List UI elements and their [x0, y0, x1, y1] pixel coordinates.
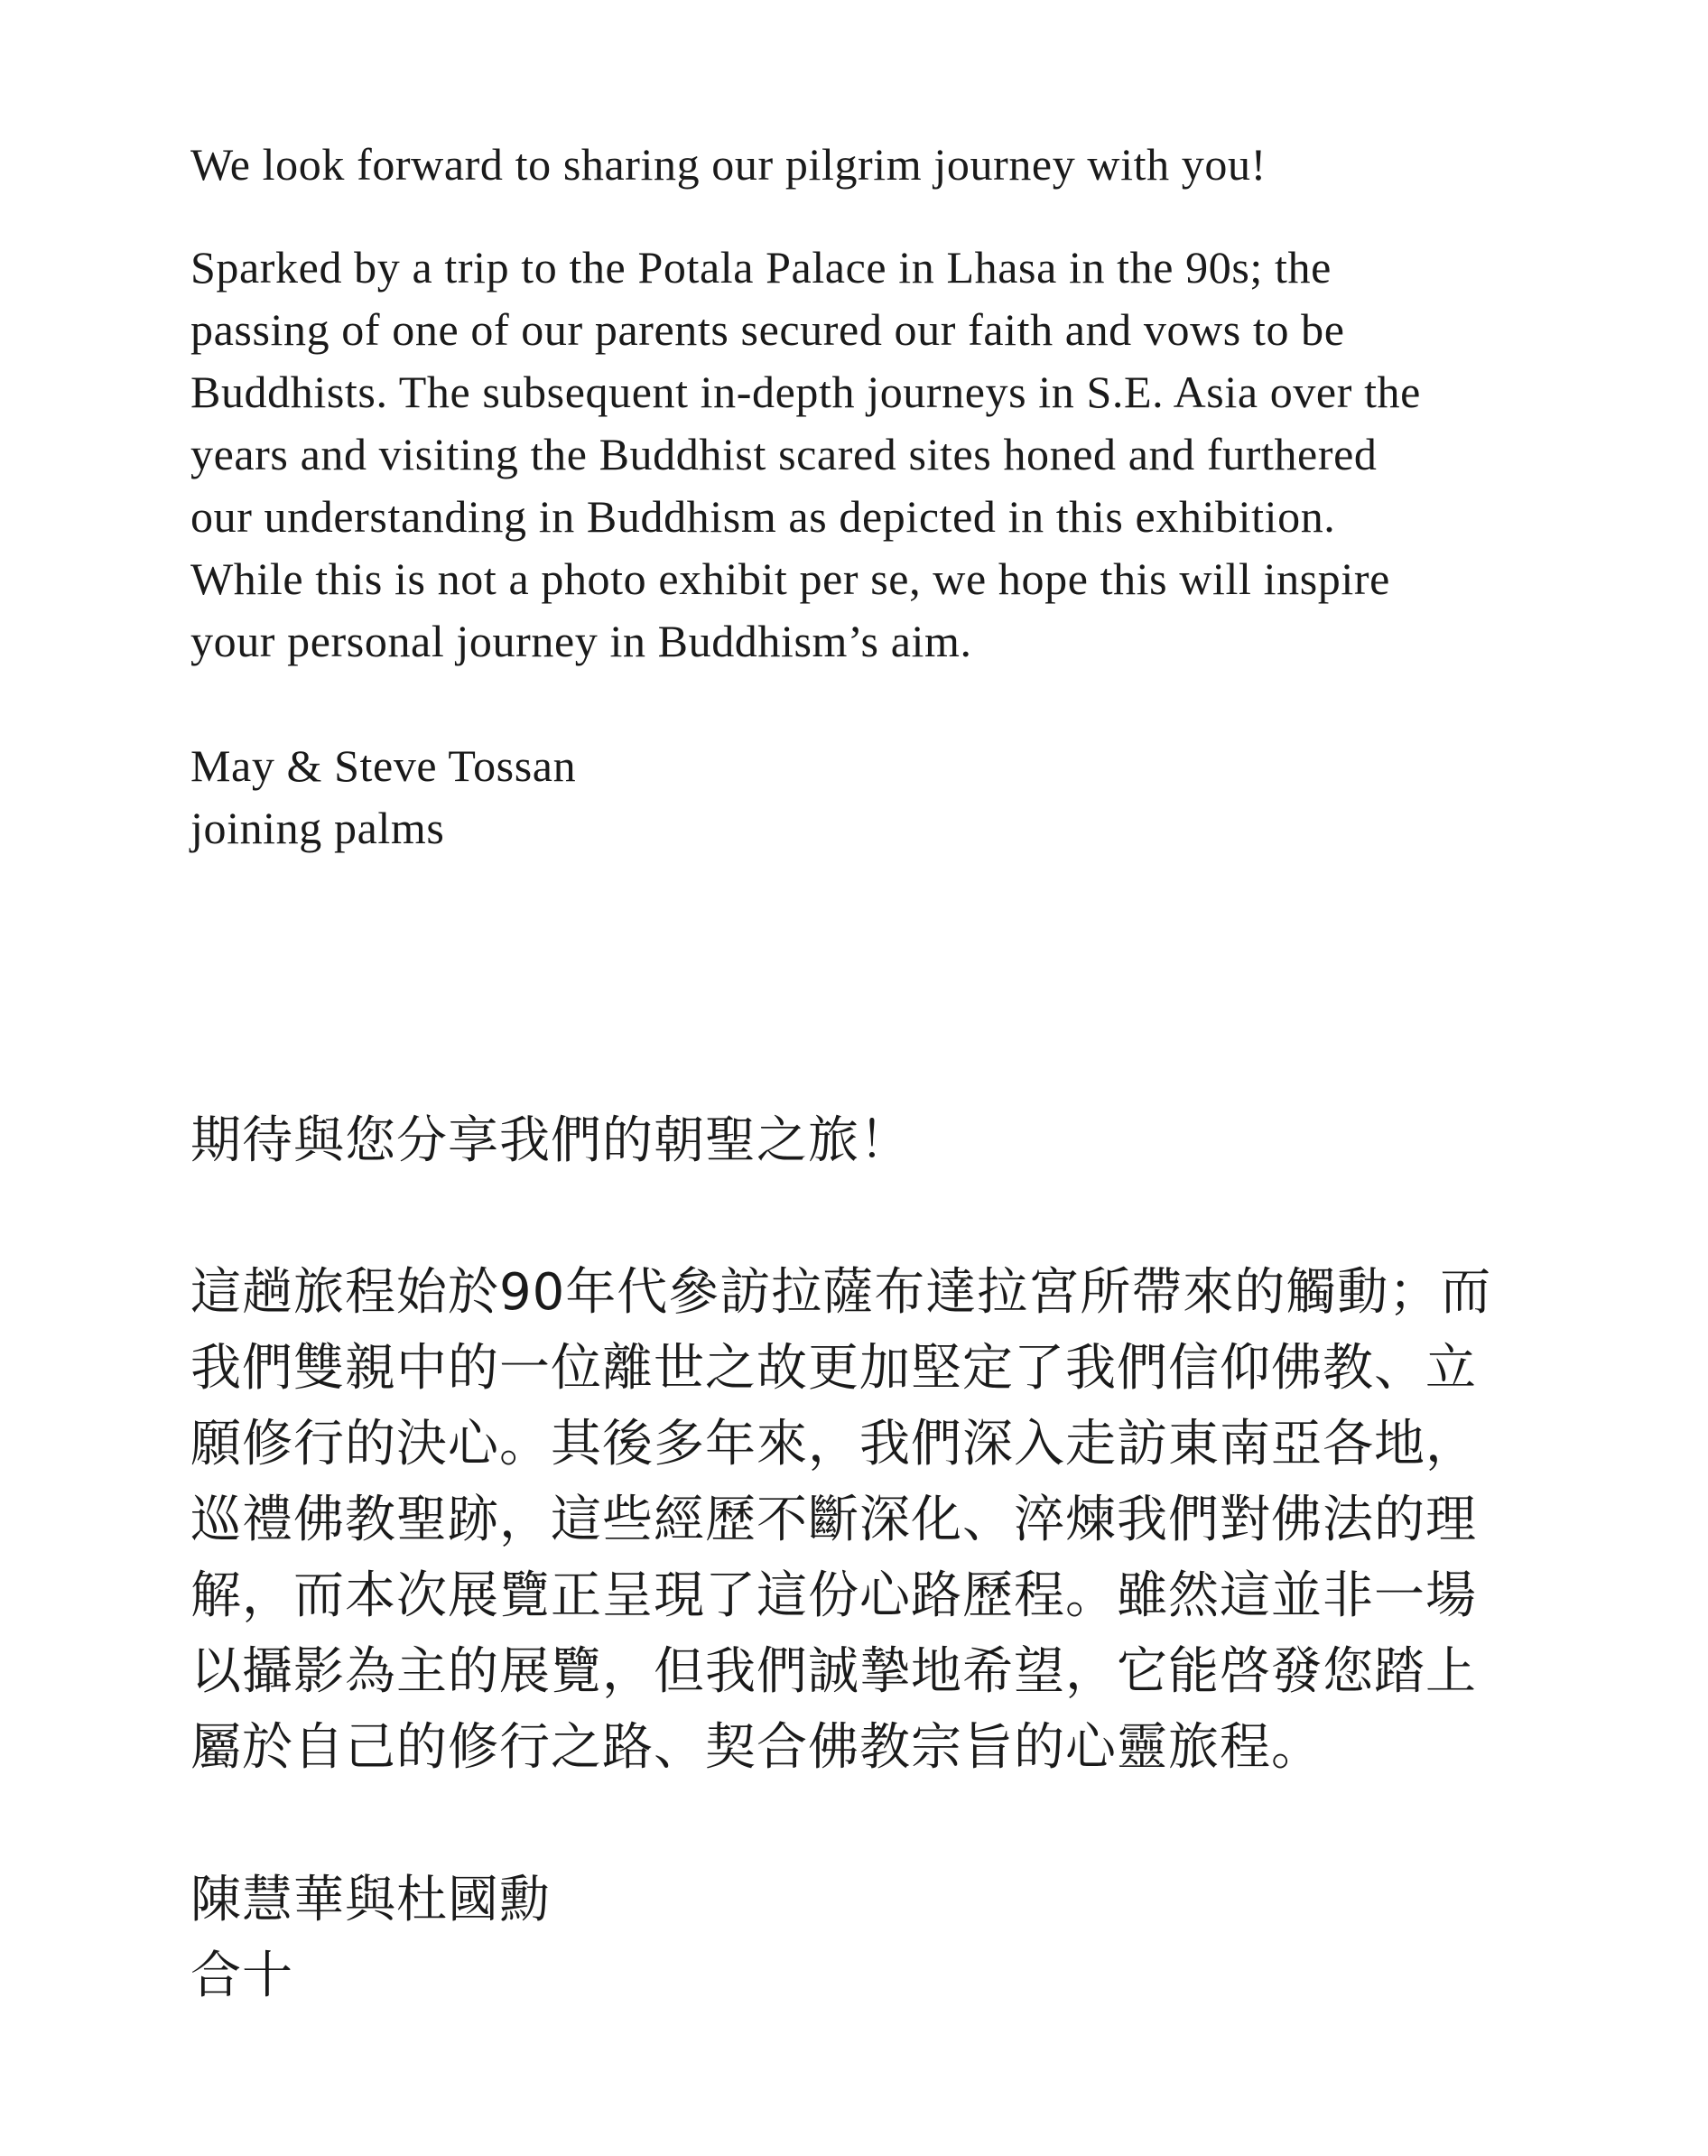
- chinese-signature: [190, 1863, 551, 2014]
- chinese-body-line: 願修行的決心。其後多年來，我們深入走訪東南亞各地，: [190, 1415, 1477, 1473]
- english-body-line: years and visiting the Buddhist scared sites honed and furthered: [190, 429, 1378, 479]
- chinese-body-line: 以攝影為主的展覽，但我們誠摯地希望，它能啓發您踏上: [190, 1642, 1477, 1701]
- chinese-body-line: 我們雙親中的一位離世之故更加堅定了我們信仰佛教、立: [190, 1339, 1477, 1398]
- english-body-line: While this is not a photo exhibit per se, we hope this will inspire: [190, 553, 1390, 604]
- english-body-line: Sparked by a trip to the Potala Palace in Lhasa in the 90s; the: [190, 242, 1332, 293]
- english-signature: [190, 735, 576, 860]
- english-body-line: your personal journey in Buddhism’s aim.: [190, 616, 972, 666]
- english-signature-names: May & Steve Tossan: [190, 740, 577, 791]
- chinese-signature-closing: 合十: [190, 1947, 293, 2005]
- chinese-body-line: 屬於自己的修行之路、契合佛教宗旨的心靈旅程。: [190, 1718, 1323, 1777]
- english-body-line: Buddhists. The subsequent in-depth journeys in S.E. Asia over the: [190, 367, 1421, 417]
- chinese-body-line: 解，而本次展覽正呈現了這份心路歷程。雖然這並非一場: [190, 1566, 1477, 1625]
- english-signature-closing: joining palms: [190, 803, 445, 853]
- chinese-heading: 期待與您分享我們的朝聖之旅！: [190, 1111, 911, 1170]
- chinese-body-line: 巡禮佛教聖跡，這些經歷不斷深化、淬煉我們對佛法的理: [190, 1491, 1477, 1549]
- english-body-line: passing of one of our parents secured our faith and vows to be: [190, 304, 1345, 355]
- english-body-paragraph: [190, 237, 1581, 673]
- english-body-line: our understanding in Buddhism as depicted in this exhibition.: [190, 491, 1336, 542]
- chinese-body-paragraph: [190, 1255, 1491, 1786]
- chinese-body-line: 這趟旅程始於90年代參訪拉薩布達拉宮所帶來的觸動；而: [190, 1263, 1492, 1322]
- english-heading: We look forward to sharing our pilgrim journey with you!: [190, 139, 1267, 190]
- chinese-signature-names: 陳慧華與杜國勳: [190, 1871, 551, 1929]
